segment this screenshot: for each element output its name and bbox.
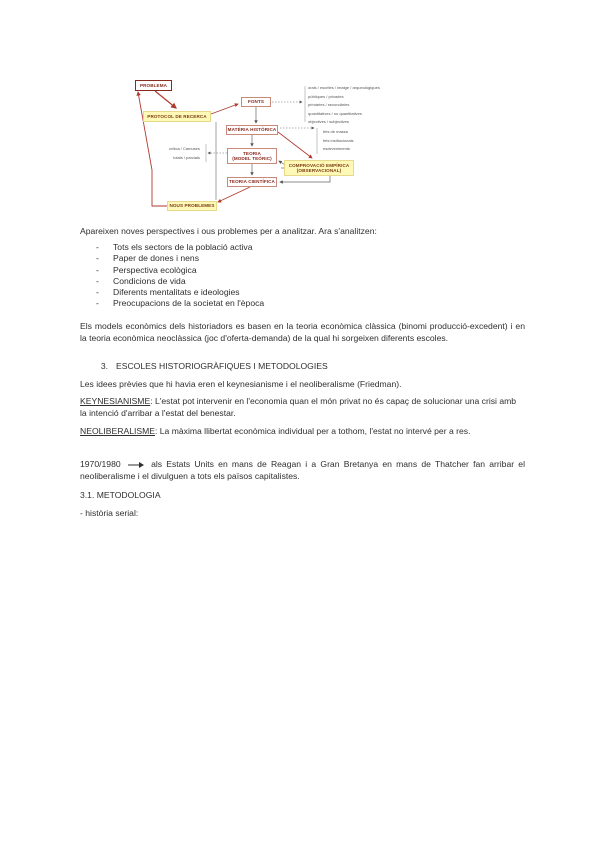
teoria-line1: TEORIA <box>243 150 261 156</box>
subsection-heading: 3.1. METODOLOGIA <box>80 490 161 500</box>
section-number: 3. <box>100 361 108 371</box>
intro-paragraph: Apareixen noves perspectives i ous problemes per a analitzar. Ara s'analitzen: <box>80 226 377 236</box>
neoliberalism-label: NEOLIBERALISME <box>80 426 155 436</box>
arrow-cientifica-nous <box>218 187 250 202</box>
diagram-node-problema: PROBLEMA <box>135 80 172 91</box>
list-item-text: Paper de dones i nens <box>113 253 200 264</box>
arrow-protocol-fonts <box>211 104 238 114</box>
diagram-node-materia-historica: MATÈRIA HISTÒRICA <box>226 125 278 135</box>
arrow-problema-protocol <box>155 91 176 108</box>
list-item <box>80 276 264 287</box>
comprovacio-line1: COMPROVACIÓ EMPÍRICA <box>288 162 350 168</box>
bullet-marker: - <box>96 275 99 286</box>
diagram-node-comprovacio <box>284 160 354 176</box>
diagram-node-teoria-cientifica: TEORIA CIENTÍFICA <box>227 177 277 187</box>
materia-types-list <box>323 128 353 154</box>
bullet-marker: - <box>96 298 99 309</box>
list-item <box>80 265 264 276</box>
list-item-text: Tots els sectors de la població activa <box>113 242 253 252</box>
models-paragraph: Els models econòmics dels historiadors es basen en la teoria econòmica clàssica (binomi producció-excedent) i en la teoria econòmica neoclàssica (joc d'oferta-demanda) de la qual hi sorgeixen diferents escoles. <box>80 321 525 344</box>
keynesianism-paragraph <box>80 395 525 419</box>
list-item-text: Condicions de vida <box>113 275 186 286</box>
fonts-type-item: primàries / secundàries <box>308 102 350 108</box>
prev-ideas-paragraph: Les idees prèvies que hi havia eren el keynesianisme i el neoliberalisme (Friedman). <box>80 379 402 389</box>
materia-type-item: esdeveniments <box>323 146 350 152</box>
list-item <box>80 253 264 264</box>
fonts-type-item: quantitatives / no quantitatives <box>308 110 362 116</box>
neoliberalism-paragraph <box>80 425 525 437</box>
diagram-node-fonts: FONTS <box>241 97 271 107</box>
materia-type-item: fets de massa <box>323 129 348 134</box>
arrow-nous-problema <box>138 92 167 206</box>
list-item-text: Preocupacions de la societat en l'època <box>113 298 265 309</box>
bullet-marker: - <box>96 242 99 252</box>
list-item-text: Perspectiva ecològica <box>113 264 197 275</box>
diagram-node-protocol: PROTOCOL DE RECERCA <box>143 111 211 122</box>
materia-type-item: fets institucionals <box>323 137 354 143</box>
diagram-node-nous-problemes: NOUS PROBLEMES <box>167 201 217 211</box>
bullet-marker: - <box>96 253 99 264</box>
fonts-type-item: orals / escrites / imatge / arqueològiques <box>308 85 380 90</box>
research-method-diagram <box>0 0 600 220</box>
list-item <box>80 242 264 253</box>
years-paragraph <box>80 458 525 482</box>
comprovacio-line2: (OBSERVACIONAL) <box>296 168 342 173</box>
keynesianism-text: : L'estat pot intervenir en l'economia quan el món privat no és capaç de solucionar una crisi amb la intenció d'arribar a l'estat del benestar. <box>80 396 517 419</box>
diagram-connectors <box>0 0 600 220</box>
list-item-text: Diferents mentalitats e ideologies <box>113 287 240 298</box>
section-heading <box>80 360 525 372</box>
years-text: als Estats Units en mans de Reagan i a Gran Bretanya en mans de Thatcher fan arribar el neoliberalisme i el divulguen a tots els països capitalistes. <box>80 459 525 482</box>
teoria-type-item: crítica / Camuses <box>169 146 200 151</box>
perspectives-list <box>80 242 264 310</box>
neoliberalism-text: : La màxima llibertat econòmica individual per a tothom, l'estat no intervé per a res. <box>154 426 471 436</box>
right-arrow-icon <box>127 461 145 469</box>
list-item <box>80 287 264 298</box>
teoria-line2: (MODEL TEÒRIC) <box>232 156 272 161</box>
fonts-types-list <box>308 84 380 127</box>
teoria-types-list <box>169 145 200 162</box>
teoria-type-item: totals / parcials <box>173 154 200 160</box>
serial-history-item: - història serial: <box>80 508 139 518</box>
keynesianism-label: KEYNESIANISME <box>80 396 151 406</box>
section-title: ESCOLES HISTORIOGRÀFIQUES I METODOLOGIES <box>116 361 328 371</box>
arrow-materia-comprovacio <box>278 132 312 158</box>
fonts-type-item: objectives / subjectives <box>308 119 349 125</box>
bullet-marker: - <box>96 264 99 275</box>
list-item <box>80 298 264 309</box>
fonts-type-item: públiques / privades <box>308 93 344 99</box>
diagram-node-teoria <box>227 148 277 164</box>
arrow-comprovacio-cientifica <box>280 176 330 182</box>
years-label: 1970/1980 <box>80 459 121 469</box>
bullet-marker: - <box>96 287 99 298</box>
